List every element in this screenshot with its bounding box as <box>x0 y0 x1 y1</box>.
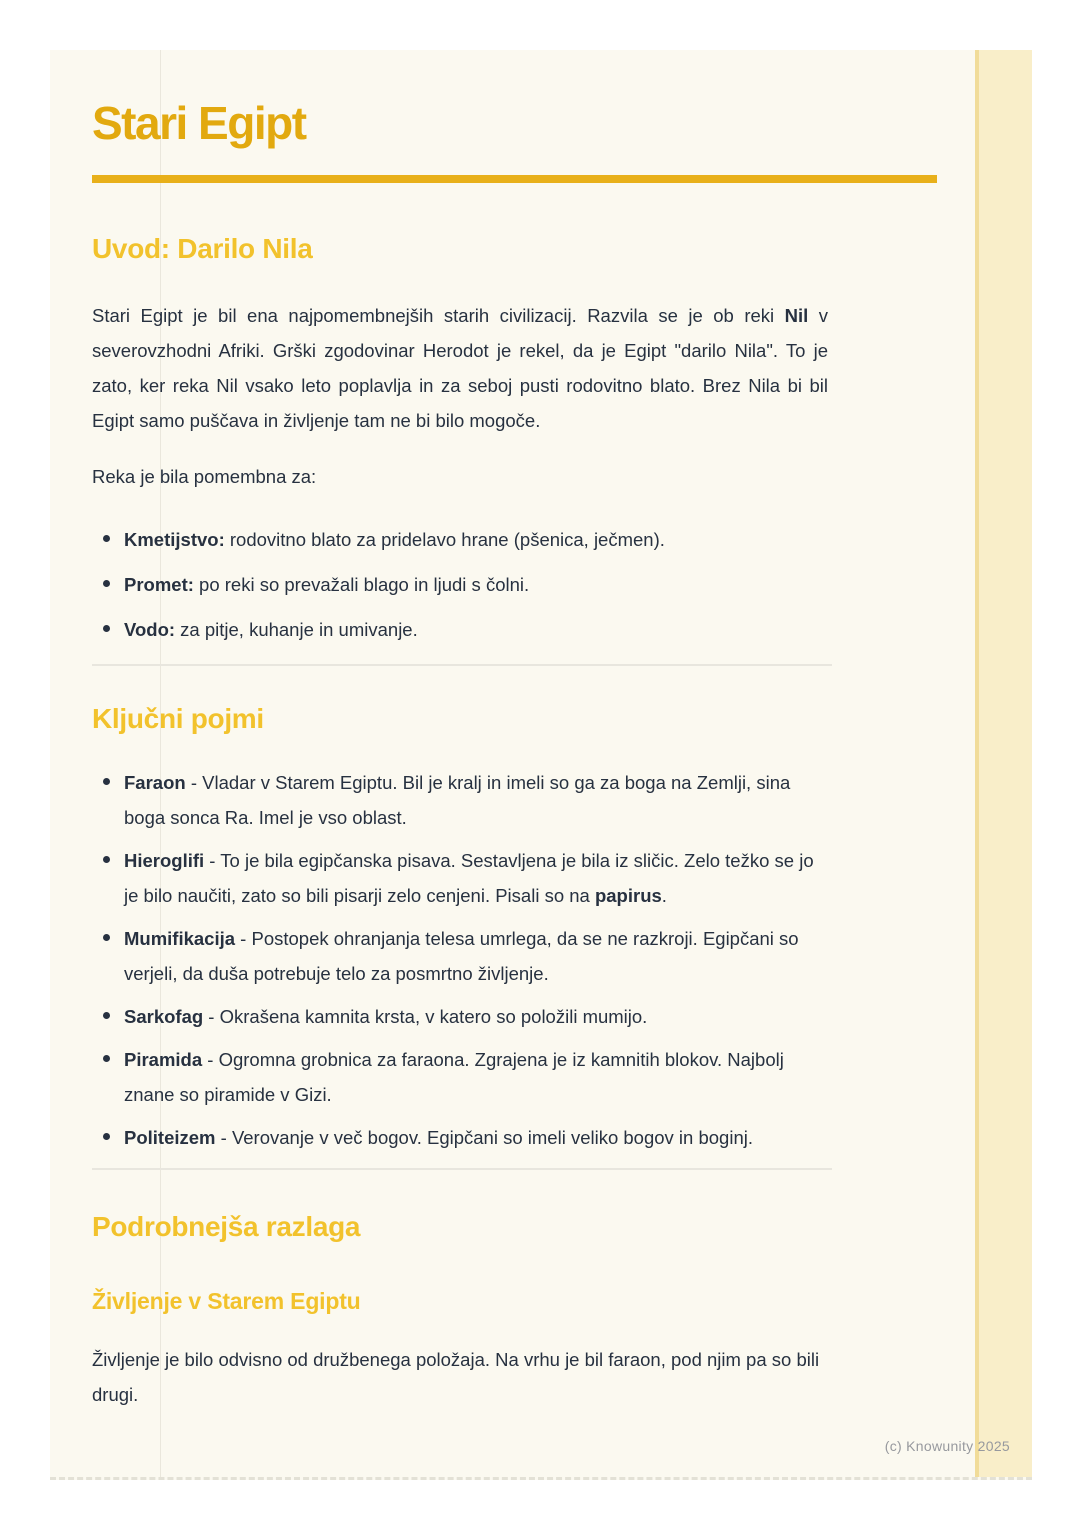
text-segment: v severovzhodni Afriki. Grški zgodovinar Herodot je rekel, da je Egipt "darilo Nila". To je zato, ker reka Nil vsako leto poplavlja in za seboj pusti rodovitno blato. Brez Nila bi bil Egipt samo puščava in življenje tam ne bi bilo mogoče. <box>92 304 828 431</box>
list-item <box>92 522 828 557</box>
text-segment: - Postopek ohranjanja telesa umrlega, da se ne razkroji. Egipčani so verjeli, da duša potrebuje telo za posmrtno življenje. <box>124 927 799 984</box>
term-label: Piramida <box>124 1048 203 1070</box>
page-title: Stari Egipt <box>92 97 306 149</box>
term-label: Hieroglifi <box>124 849 205 871</box>
text-segment: - Verovanje v več bogov. Egipčani so imeli veliko bogov in boginj. <box>215 1126 753 1148</box>
term-label: Mumifikacija <box>124 927 236 949</box>
bullet-icon <box>103 856 110 863</box>
text-segment: - Okrašena kamnita krsta, v katero so položili mumijo. <box>203 1005 648 1027</box>
bullet-icon <box>103 1055 110 1062</box>
text-segment: Stari Egipt je bil ena najpomembnejših starih civilizacij. Razvila se je ob reki <box>92 304 785 326</box>
term-label: Kmetijstvo: <box>124 528 225 550</box>
subsection-heading-life: Življenje v Starem Egiptu <box>92 1287 361 1314</box>
term-label: Vodo: <box>124 618 176 640</box>
side-stripe <box>975 50 1032 1477</box>
section-heading-key-terms: Ključni pojmi <box>92 702 264 734</box>
text-segment: rodovitno blato za pridelavo hrane (pšenica, ječmen). <box>224 528 665 550</box>
bullet-icon <box>103 625 110 632</box>
section-heading-intro: Uvod: Darilo Nila <box>92 232 313 264</box>
text-segment: . <box>661 884 667 906</box>
text-segment: - Ogromna grobnica za faraona. Zgrajena je iz kamnitih blokov. Najbolj znane so piramide v Gizi. <box>124 1048 784 1105</box>
list-item <box>92 1042 828 1112</box>
bullet-icon <box>103 778 110 785</box>
river-importance-list <box>92 522 828 647</box>
list-item <box>92 765 828 835</box>
document-page <box>50 50 1032 1480</box>
text-segment: - Vladar v Starem Egiptu. Bil je kralj in imeli so ga za boga na Zemlji, sina boga sonca Ra. Imel je vso oblast. <box>124 771 791 828</box>
bullet-icon <box>103 1012 110 1019</box>
list-item <box>92 999 828 1034</box>
list-item <box>92 843 828 913</box>
text-segment: - To je bila egipčanska pisava. Sestavljena je bila iz sličic. Zelo težko se jo je bilo naučiti, zato so bili pisarji zelo cenjeni. Pisali so na <box>124 849 814 906</box>
title-underline <box>92 175 937 183</box>
key-terms-list <box>92 765 828 1155</box>
intro-paragraph <box>92 298 828 438</box>
bullet-icon <box>103 1133 110 1140</box>
section-divider <box>92 1168 832 1170</box>
bold-text: papirus <box>594 884 662 906</box>
section-heading-details: Podrobnejša razlaga <box>92 1210 361 1242</box>
river-importance-intro: Reka je bila pomembna za: <box>92 465 317 487</box>
list-item <box>92 567 828 602</box>
bullet-icon <box>103 934 110 941</box>
term-label: Faraon <box>124 771 186 793</box>
life-paragraph: Življenje je bilo odvisno od družbenega položaja. Na vrhu je bil faraon, pod njim pa so bili drugi. <box>92 1348 820 1405</box>
text-segment: za pitje, kuhanje in umivanje. <box>175 618 418 640</box>
document-content <box>50 98 870 1412</box>
list-item <box>92 612 828 647</box>
watermark: (c) Knowunity 2025 <box>884 1438 1010 1454</box>
term-label: Promet: <box>124 573 194 595</box>
section-divider <box>92 664 832 666</box>
list-item <box>92 1120 828 1155</box>
term-label: Politeizem <box>124 1126 216 1148</box>
bullet-icon <box>103 580 110 587</box>
bullet-icon <box>103 535 110 542</box>
term-label: Sarkofag <box>124 1005 204 1027</box>
list-item <box>92 921 828 991</box>
bold-text: Nil <box>784 304 809 326</box>
text-segment: po reki so prevažali blago in ljudi s čolni. <box>193 573 530 595</box>
